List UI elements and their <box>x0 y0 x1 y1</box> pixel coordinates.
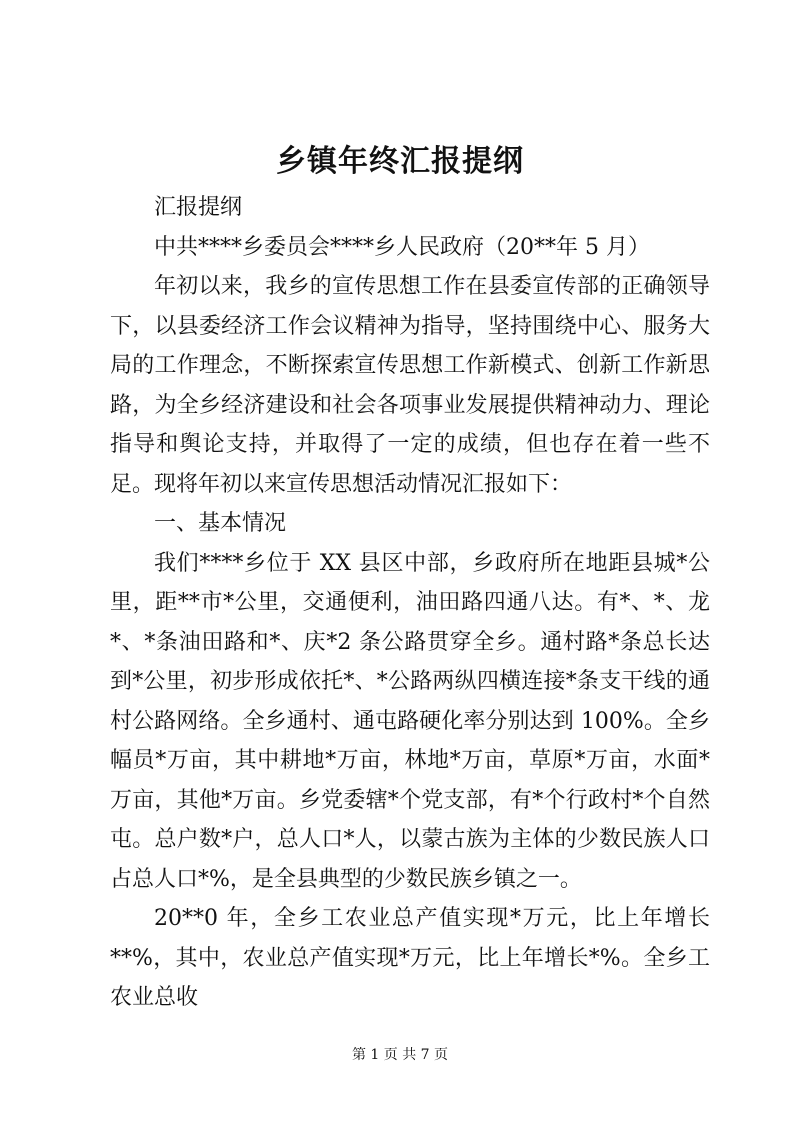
paragraph-issuer: 中共****乡委员会****乡人民政府（20**年 5 月） <box>154 234 650 260</box>
document-body <box>110 188 710 1018</box>
section-heading-basic-situation: 一、基本情况 <box>154 511 287 536</box>
page-number: 第 1 页 共 7 页 <box>351 1047 449 1063</box>
paragraph-heading-outline: 汇报提纲 <box>154 195 243 220</box>
document-title: 乡镇年终汇报提纲 <box>276 144 524 179</box>
paragraph-intro: 年初以来，我乡的宣传思想工作在县委宣传部的正确领导下，以县委经济工作会议精神为指导，坚持围绕中心、服务大局的工作理念，不断探索宣传思想工作新模式、创新工作新思路，为全乡经济建设和社会各项事业发展提供精神动力、理论指导和舆论支持，并取得了一定的成绩，但也存在着一些不足。现将年初以来宣传思想活动情况汇报如下： <box>110 274 710 497</box>
paragraph-basic-situation: 我们****乡位于 XX 县区中部，乡政府所在地距县城*公里，距**市*公里，交通便利，油田路四通八达。有*、*、龙*、*条油田路和*、庆*2 条公路贯穿全乡。通村路*条总长达到*公里，初步形成依托*、*公路两纵四横连接*条支干线的通村公路网络。全乡通村、通屯路硬化率分别达到 100%。全乡幅员*万亩，其中耕地*万亩，林地*万亩，草原*万亩，水面*万亩，其他*万亩。乡党委辖*个党支部，有*个行政村*个自然屯。总户数*户，总人口*人，以蒙古族为主体的少数民族人口占总人口*%，是全县典型的少数民族乡镇之一。 <box>110 550 710 892</box>
paragraph-output-value: 20**0 年，全乡工农业总产值实现*万元，比上年增长**%，其中，农业总产值实现*万元，比上年增长*%。全乡工农业总收 <box>110 906 710 1010</box>
